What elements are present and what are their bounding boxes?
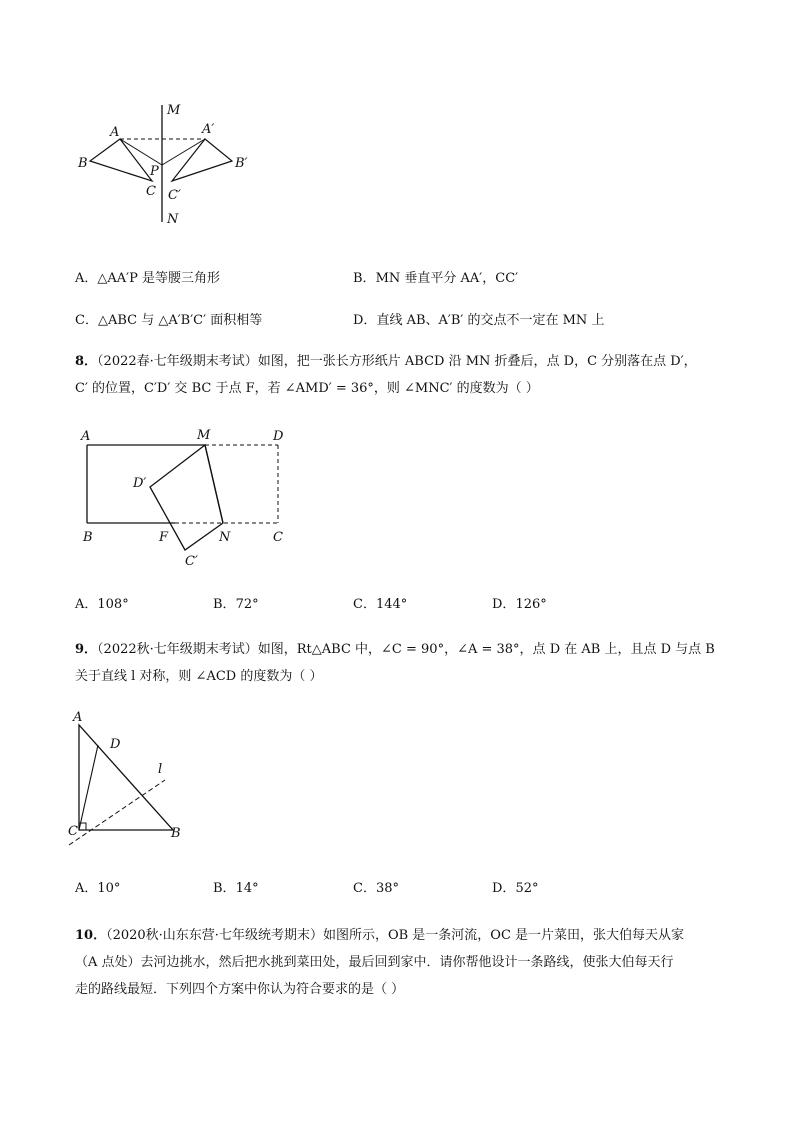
option-letter: A． <box>75 271 98 286</box>
option-text: 38° <box>375 881 399 896</box>
figure-folded-rectangle <box>75 425 305 570</box>
label-c-prime: C′ <box>168 188 181 203</box>
q7-option-d[interactable] <box>353 312 604 330</box>
q10-stem <box>75 922 735 1003</box>
label-d: D <box>110 737 121 752</box>
label-c: C <box>146 184 156 199</box>
label-a: A <box>73 710 83 725</box>
q8-stem <box>75 348 735 402</box>
q9-line-1 <box>75 636 735 663</box>
q8-option-b[interactable] <box>213 596 259 614</box>
q9-stem <box>75 636 735 690</box>
label-b: B <box>78 156 88 171</box>
label-d: D <box>273 429 284 444</box>
option-letter: D． <box>492 597 516 612</box>
option-letter: B． <box>353 271 376 286</box>
option-text: 直线 AB、A′B′ 的交点不一定在 MN 上 <box>376 313 605 328</box>
q7-option-a[interactable] <box>75 270 220 288</box>
label-a: A <box>110 125 120 140</box>
option-text: 10° <box>97 881 121 896</box>
option-text: MN 垂直平分 AA′，CC′ <box>375 271 519 286</box>
q8-line-1 <box>75 348 735 375</box>
label-b: B <box>171 826 181 841</box>
option-text: 14° <box>235 881 259 896</box>
q10-line-2: （A 点处）去河边挑水，然后把水挑到菜田处，最后回到家中．请你帮他设计一条路线，使张大伯每天行 <box>75 955 674 970</box>
segment-cd <box>79 745 98 830</box>
q8-option-d[interactable] <box>492 596 547 614</box>
triangle-a-prime-b-prime-c-prime <box>172 139 232 181</box>
figure-right-triangle <box>65 705 195 855</box>
fold-line-mn <box>205 445 223 523</box>
q8-source: （2022春·七年级期末考试） <box>97 354 258 369</box>
q9-option-d[interactable] <box>492 880 538 898</box>
option-letter: B． <box>213 881 236 896</box>
label-c-prime: C′ <box>185 554 198 569</box>
label-a-prime: A′ <box>202 122 215 137</box>
option-letter: C． <box>353 881 376 896</box>
segment-ap <box>120 139 162 165</box>
option-text: 144° <box>375 597 408 612</box>
segment-a-prime-p <box>162 139 205 165</box>
option-text: 108° <box>97 597 129 612</box>
label-b: B <box>83 530 93 545</box>
option-text: △ABC 与 △A′B′C′ 面积相等 <box>97 313 263 328</box>
q8-line-2: C′ 的位置，C′D′ 交 BC 于点 F，若 ∠AMD′ = 36°，则 ∠MNC′ 的度数为（ ） <box>75 381 539 396</box>
triangle-abc <box>79 725 173 830</box>
option-letter: C． <box>75 313 98 328</box>
q9-source: （2022秋·七年级期末考试） <box>97 642 258 657</box>
q10-source: （2020秋·山东东营·七年级统考期末） <box>106 928 323 943</box>
option-letter: A． <box>75 597 98 612</box>
q8-number: 8． <box>75 354 98 369</box>
q7-option-c[interactable] <box>75 312 262 330</box>
q10-line-1 <box>75 922 735 949</box>
option-letter: C． <box>353 597 376 612</box>
label-c: C <box>273 530 283 545</box>
figure-symmetry-triangles <box>70 95 270 235</box>
label-m: M <box>167 103 181 118</box>
option-text: △AA′P 是等腰三角形 <box>97 271 220 286</box>
q10-text-1: 如图所示，OB 是一条河流，OC 是一片菜田，张大伯每天从家 <box>322 928 685 943</box>
option-letter: D． <box>492 881 516 896</box>
label-n: N <box>167 212 179 227</box>
label-c: C <box>68 824 78 839</box>
q9-option-b[interactable] <box>213 880 259 898</box>
label-d-prime: D′ <box>133 476 147 491</box>
option-letter: A． <box>75 881 98 896</box>
q9-text-1: 如图，Rt△ABC 中，∠C = 90°，∠A = 38°，点 D 在 AB 上，且点 D 与点 B <box>257 642 715 657</box>
option-letter: D． <box>353 313 377 328</box>
option-letter: B． <box>213 597 236 612</box>
option-text: 72° <box>235 597 259 612</box>
q8-text-1: 如图，把一张长方形纸片 ABCD 沿 MN 折叠后，点 D，C 分别落在点 D′， <box>257 354 697 369</box>
label-m: M <box>197 428 211 443</box>
label-p: P <box>150 164 159 179</box>
triangle-abc <box>90 139 152 181</box>
label-b-prime: B′ <box>235 156 248 171</box>
q9-line-2: 关于直线 l 对称，则 ∠ACD 的度数为（ ） <box>75 669 323 684</box>
q9-option-a[interactable] <box>75 880 120 898</box>
option-text: 126° <box>515 597 547 612</box>
q8-option-c[interactable] <box>353 596 407 614</box>
label-a: A <box>81 429 91 444</box>
label-n: N <box>219 530 231 545</box>
q10-line-3: 走的路线最短．下列四个方案中你认为符合要求的是（ ） <box>75 982 405 997</box>
q9-option-c[interactable] <box>353 880 399 898</box>
q9-number: 9． <box>75 642 98 657</box>
q8-option-a[interactable] <box>75 596 129 614</box>
q7-option-b[interactable] <box>353 270 518 288</box>
option-text: 52° <box>515 881 539 896</box>
label-l: l <box>158 762 163 777</box>
q10-number: 10． <box>75 928 107 943</box>
label-f: F <box>159 530 169 545</box>
